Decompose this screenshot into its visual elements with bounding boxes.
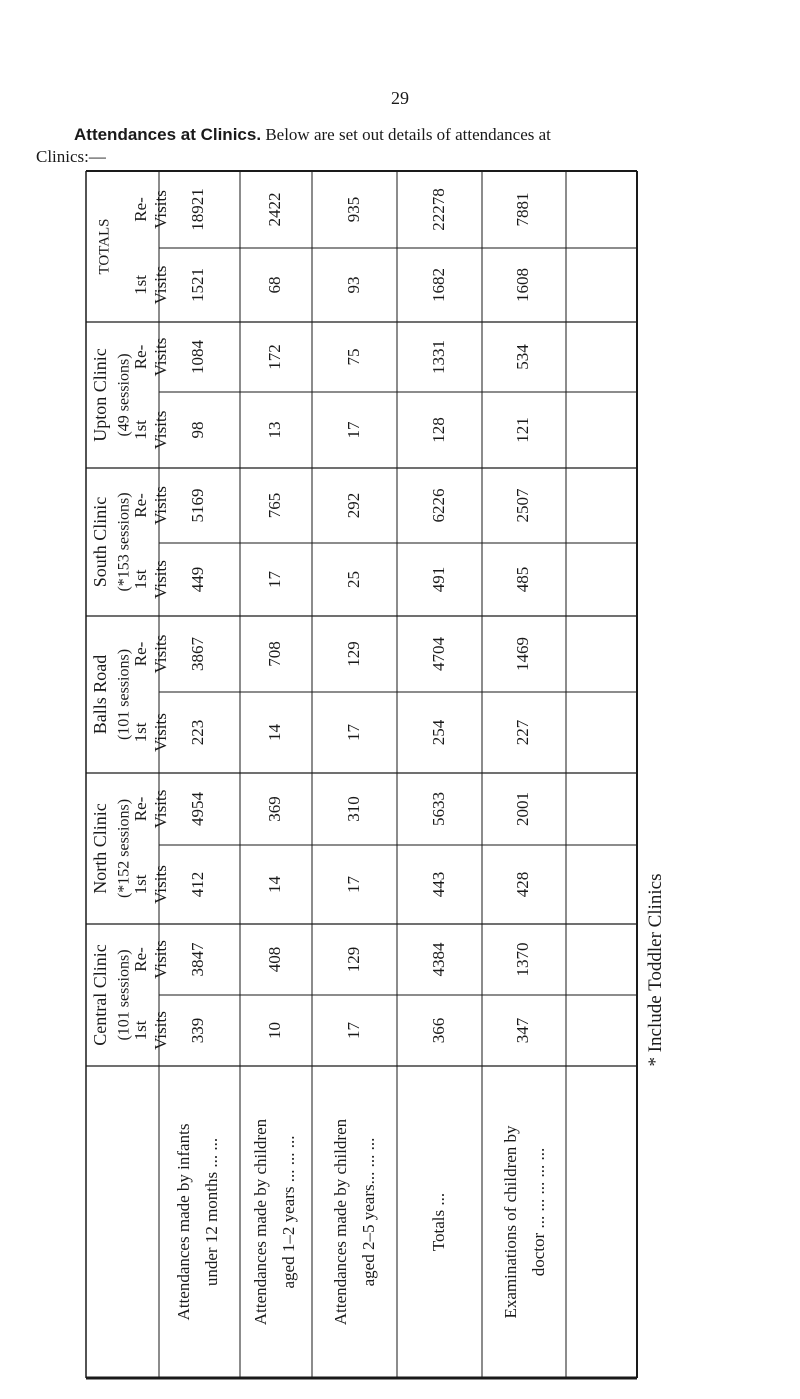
table-cell: 129 (343, 946, 363, 973)
table-cell: 129 (343, 641, 363, 667)
subheader-first-a: 1st (130, 722, 150, 743)
table-cell: 1608 (512, 268, 532, 302)
subheader-first-b: Visits (150, 865, 170, 904)
subheader-first-b: Visits (150, 410, 170, 450)
table-cell: 428 (512, 871, 532, 898)
subheader-revisits-b: Visits (150, 634, 170, 674)
table-cell: 172 (264, 344, 284, 370)
table-cell: 223 (187, 719, 207, 746)
row-label-continued: aged 2–5 years... ... ... (358, 1137, 378, 1287)
table-cell: 121 (512, 417, 532, 443)
table-cell: 449 (187, 566, 207, 593)
table-cell: 408 (264, 946, 284, 973)
group-sessions: (49 sessions) (115, 353, 133, 437)
table-cell: 7881 (512, 192, 532, 227)
row-label: Attendances made by children (330, 1118, 350, 1326)
subheader-first-a: 1st (130, 569, 150, 590)
subheader-revisits-a: Re- (130, 796, 150, 822)
table-cell: 935 (343, 196, 363, 223)
row-label-continued: aged 1–2 years ... ... ... (278, 1135, 298, 1289)
table-cell: 5633 (428, 792, 448, 826)
group-name: Balls Road (90, 654, 111, 735)
subheader-revisits-b: Visits (150, 190, 170, 229)
table-cell: 68 (264, 276, 284, 294)
group-sessions: (101 sessions) (115, 949, 133, 1041)
table-cell: 310 (343, 796, 363, 822)
table-cell: 25 (343, 571, 363, 588)
row-label-totals: Totals ... (428, 1192, 448, 1252)
row-label: Attendances made by infants (173, 1123, 193, 1321)
table-cell: 765 (264, 492, 284, 519)
table-cell: 1469 (512, 637, 532, 671)
table-cell: 369 (264, 796, 284, 822)
group-sessions: (101 sessions) (115, 648, 133, 741)
subheader-revisits-b: Visits (150, 940, 170, 979)
table-cell: 10 (264, 1022, 284, 1039)
row-label: Examinations of children by (500, 1125, 520, 1319)
table-cell: 491 (428, 566, 448, 593)
table-cell: 17 (343, 1022, 363, 1039)
table-cell: 5169 (187, 488, 207, 523)
table-cell: 1331 (428, 340, 448, 374)
table-cell: 1521 (187, 268, 207, 302)
table-cell: 4384 (428, 942, 448, 977)
table-cell: 3867 (187, 637, 207, 671)
group-name: North Clinic (90, 803, 111, 894)
table-cell: 2001 (512, 792, 532, 826)
subheader-revisits-b: Visits (150, 789, 170, 829)
table-cell: 13 (264, 421, 284, 439)
group-name: South Clinic (90, 496, 111, 588)
table-cell: 6226 (428, 488, 448, 523)
group-sessions: (*152 sessions) (115, 798, 133, 899)
group-name: Upton Clinic (90, 348, 111, 442)
table-cell: 22278 (428, 188, 448, 231)
subheader-revisits-a: Re- (130, 197, 150, 222)
subheader-revisits-a: Re- (130, 641, 150, 667)
subheader-revisits-b: Visits (150, 337, 170, 377)
table-cell: 17 (343, 876, 363, 893)
table-cell: 1370 (512, 942, 532, 977)
subheader-revisits-b: Visits (150, 486, 170, 525)
table-cell: 366 (428, 1017, 448, 1044)
row-label-continued: doctor ... ... ... ... ... (528, 1147, 548, 1277)
table-cell: 93 (343, 276, 363, 294)
table-cell: 347 (512, 1017, 532, 1044)
row-label: Attendances made by children (250, 1118, 270, 1326)
subheader-revisits-a: Re- (130, 947, 150, 972)
side-note-text: * Include Toddler Clinics (645, 873, 666, 1067)
group-sessions: (*153 sessions) (115, 492, 133, 592)
heading-continuation: Clinics:— (36, 147, 106, 166)
table-cell: 227 (512, 719, 532, 746)
subheader-first-a: 1st (130, 275, 150, 295)
table-cell: 4704 (428, 637, 448, 671)
table-cell: 17 (264, 571, 284, 588)
table-cell: 14 (264, 724, 284, 741)
row-label-continued: under 12 months ... ... (201, 1137, 221, 1287)
table-cell: 14 (264, 876, 284, 893)
table-cell: 1682 (428, 268, 448, 302)
side-note (626, 610, 686, 1330)
table-cell: 254 (428, 719, 448, 746)
subheader-revisits-a: Re- (130, 493, 150, 518)
subheader-first-a: 1st (130, 874, 150, 895)
table-cell: 128 (428, 417, 448, 443)
table-cell: 17 (343, 421, 363, 439)
table-cell: 1084 (187, 340, 207, 374)
page-number: 29 (391, 88, 409, 108)
table-cell: 412 (187, 871, 207, 898)
subheader-first-a: 1st (130, 1020, 150, 1041)
table-cell: 17 (343, 724, 363, 741)
subheader-first-b: Visits (150, 265, 170, 305)
table-cell: 292 (343, 492, 363, 519)
table-cell: 75 (343, 348, 363, 366)
table-cell: 2507 (512, 488, 532, 523)
subheader-first-a: 1st (130, 420, 150, 440)
group-name: Central Clinic (90, 944, 111, 1046)
subheader-first-b: Visits (150, 560, 170, 599)
table-cell: 708 (264, 641, 284, 667)
subheader-first-b: Visits (150, 1011, 170, 1050)
heading-text: Below are set out details of attendances at (265, 125, 551, 144)
table-cell: 3847 (187, 942, 207, 977)
table-cell: 2422 (264, 192, 284, 227)
table-cell: 18921 (187, 188, 207, 231)
table-cell: 98 (187, 421, 207, 439)
subheader-revisits-a: Re- (130, 344, 150, 370)
table-cell: 443 (428, 871, 448, 898)
group-name-totals: TOTALS (96, 218, 113, 275)
table-cell: 4954 (187, 792, 207, 826)
table-cell: 339 (187, 1017, 207, 1044)
table-cell: 534 (512, 344, 532, 370)
heading-bold: Attendances at Clinics. (74, 125, 262, 144)
subheader-first-b: Visits (150, 713, 170, 752)
table-cell: 485 (512, 566, 532, 593)
